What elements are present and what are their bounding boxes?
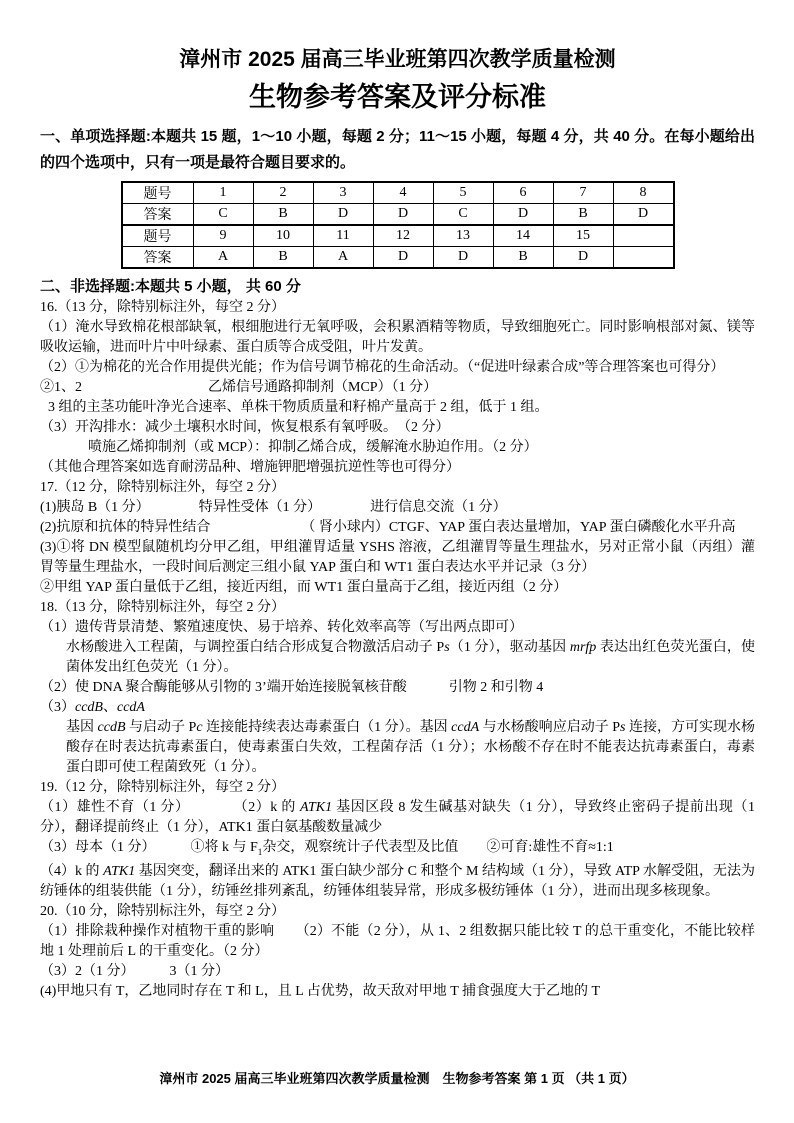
text-segment: 20.（10 分，除特别标注外，每空 2 分） [40, 903, 285, 919]
answer-cell: D [493, 204, 553, 226]
text-segment: ATK1 [103, 863, 136, 879]
q16-answer-2 [40, 358, 755, 378]
text-segment: 基因突变，翻译出来的 ATK1 蛋白缺少部分 C 和整个 M 结构域（1 分），导致 ATP 水解受阻，无法为纺锤体的组装供能（1 分），纺锤丝排列紊乱，纺锤体组装异常，形成多极纺锤体（1 分），进而出现多核现象。 [40, 863, 756, 899]
text-segment: 3 组的主茎功能叶净光合速率、单株干物质质量和籽棉产量高于 2 组，低于 1 组。 [48, 400, 549, 415]
answer-cell: D [373, 204, 433, 226]
text-segment: (1)胰岛 B（1 分） 特异性受体（1 分） 进行信息交流（1 分） [40, 500, 507, 515]
text-segment: 基因 [66, 720, 98, 735]
section2-heading: 二、非选择题:本题共 5 小题， 共 60 分 [40, 278, 301, 295]
text-segment: 喷施乙烯抑制剂（或 MCP）：抑制乙烯合成，缓解淹水胁迫作用。（2 分） [88, 440, 538, 455]
row-header-cell: 题号 [122, 225, 194, 247]
text-segment: 连接，方可实现水杨酸存在时表达抗毒素蛋白，使毒素蛋白失效，工程菌存活（1 分）；水杨酸不存在时不能表达抗毒素蛋白，毒素蛋白即可使工程菌致死（1 分）。 [66, 720, 756, 775]
text-segment: （2）使 DNA 聚合酶能够从引物的 3’端开始连接脱氧核苷酸 引物 2 和引物 4 [40, 680, 544, 695]
answer-cell: B [493, 247, 553, 269]
text-segment: ②甲组 YAP 蛋白量低于乙组，接近丙组，而 WT1 蛋白量高于乙组，接近丙组（2 分） [40, 580, 568, 595]
q16-answer-1 [40, 318, 755, 358]
text-segment: （3）开沟排水：减少土壤积水时间，恢复根系有氧呼吸。 （2 分） [40, 420, 450, 435]
answer-cell: A [193, 247, 253, 269]
q20-answer-3 [40, 982, 755, 1002]
answer-cell: 2 [253, 182, 313, 204]
answer-cell: 8 [613, 182, 674, 204]
answer-cell: 12 [373, 225, 433, 247]
text-segment: （其他合理答案如选育耐涝品种、增施钾肥增强抗逆性等也可得分） [40, 460, 460, 475]
text-segment: ccdA [451, 720, 480, 735]
exam-title: 漳州市 2025 届高三毕业班第四次教学质量检测 [179, 48, 616, 71]
text-segment: (2)抗原和抗体的特异性结合 （ 肾小球内）CTGF、YAP 蛋白表达量增加，YAP 蛋白磷酸化水平升高 [40, 520, 736, 535]
text-segment: ②1、2 乙烯信号通路抑制剂（MCP）（1 分） [40, 380, 438, 395]
answer-table-row [122, 182, 674, 204]
answer-cell: D [613, 204, 674, 226]
q20-answer-2 [40, 962, 755, 982]
q20-answer-1 [40, 922, 755, 962]
text-segment: ccdB [75, 700, 103, 715]
answer-cell: 15 [553, 225, 613, 247]
text-segment: ccdA [116, 700, 145, 715]
text-segment: ccdB [97, 720, 126, 735]
answer-cell: B [253, 204, 313, 226]
q18-answer-5 [40, 718, 755, 778]
answer-cell: B [553, 204, 613, 226]
section1-heading: 一、单项选择题:本题共 15 题，1～10 小题，每题 2 分；11～15 小题，每题 4 分，共 40 分。在每小题给出的四个选项中，只有一项是最符合题目要求的。 [40, 128, 755, 171]
answer-cell: 4 [373, 182, 433, 204]
q16-answer-7 [40, 458, 755, 478]
text-segment: 19.（12 分，除特别标注外，每空 2 分） [40, 780, 285, 795]
text-segment: 杂交，观察统计子代表型及比值 ②可育:雄性不育≈1:1 [262, 840, 614, 855]
answer-table-row [122, 225, 674, 247]
q18-answer-4 [40, 698, 755, 718]
answer-cell: 9 [193, 225, 253, 247]
answer-cell: C [433, 204, 493, 226]
text-segment: （3） [40, 700, 75, 715]
text-segment: （3）2（1 分） 3（1 分） [40, 963, 229, 979]
text-segment: （1）淹水导致棉花根部缺氧，根细胞进行无氧呼吸，会积累酒精等物质，导致细胞死亡。同时影响根部对氮、镁等吸收运输，进而叶片中叶绿素、蛋白质等合成受阻，叶片发黄。 [40, 320, 755, 355]
answer-cell: C [193, 204, 253, 226]
text-segment: 与启动子 P [125, 720, 197, 735]
text-segment: c [196, 720, 203, 735]
q16-answer-4 [40, 398, 755, 418]
answer-cell: 11 [313, 225, 373, 247]
text-segment: （1 分），驱动基因 [449, 640, 570, 655]
text-segment: 表达出红色荧光蛋白，使菌体发出红色荧光（1 分）。 [66, 640, 756, 675]
answer-cell: D [373, 247, 433, 269]
q17-heading [40, 478, 755, 498]
answer-table-row [122, 204, 674, 226]
answer-cell: D [313, 204, 373, 226]
answer-cell [613, 247, 674, 269]
text-segment: 、 [102, 700, 117, 715]
text-segment: 1 [257, 846, 263, 857]
q18-answer-3 [40, 678, 755, 698]
q19-answer-2 [40, 838, 755, 862]
answer-cell: 1 [193, 182, 253, 204]
text-segment: 16.（13 分，除特别标注外，每空 2 分） [40, 300, 285, 315]
text-segment: （1）雄性不育（1 分） （2）k 的 [40, 800, 300, 815]
text-segment: （3）母本（1 分） ①将 k 与 F [40, 840, 258, 855]
text-segment: （1）排除栽种操作对植物干重的影响 （2）不能（2 分），从 1、2 组数据只能比较 T 的总干重变化，不能比较样地 1 处理前后 L 的干重变化。（2 分） [40, 923, 755, 959]
text-segment: 基因区段 8 发生碱基对缺失（1 分），导致终止密码子提前出现（1 分），翻译提前终止（1 分），ATK1 蛋白氨基酸数量减少 [40, 800, 756, 835]
text-segment: 连接能持续表达毒素蛋白（1 分）。基因 [202, 720, 452, 735]
answer-table [121, 181, 675, 269]
text-segment: 18.（13 分，除特别标注外，每空 2 分） [40, 600, 285, 615]
q16-answer-5 [40, 418, 755, 438]
q18-heading [40, 598, 755, 618]
text-segment: s [444, 640, 450, 655]
page-title: 生物参考答案及评分标准 [249, 82, 546, 112]
text-segment: （1）遗传背景清楚、繁殖速度快、易于培养、转化效率高等（写出两点即可） [40, 620, 523, 635]
text-segment: 与水杨酸响应启动子 P [479, 720, 621, 735]
answer-cell: 14 [493, 225, 553, 247]
text-segment: （4）k 的 [40, 863, 104, 879]
text-segment: (3)①将 DN 模型鼠随机均分甲乙组，甲组灌胃适量 YSHS 溶液，乙组灌胃等量生理盐水，另对正常小鼠（丙组）灌胃等量生理盐水，一段时间后测定三组小鼠 YAP 蛋白和 WT1 蛋白表达水平并记录（3 分） [40, 540, 755, 575]
q18-answer-1 [40, 618, 755, 638]
answer-cell: 13 [433, 225, 493, 247]
text-segment: s [620, 720, 626, 735]
answer-cell: D [433, 247, 493, 269]
answer-table-row [122, 247, 674, 269]
row-header-cell: 答案 [122, 247, 194, 269]
text-segment: 水杨酸进入工程菌，与调控蛋白结合形成复合物激活启动子 P [66, 640, 445, 655]
text-segment: 17.（12 分，除特别标注外，每空 2 分） [40, 480, 285, 495]
answer-cell: A [313, 247, 373, 269]
answer-cell: 6 [493, 182, 553, 204]
answer-cell: D [553, 247, 613, 269]
text-segment: （2）①为棉花的光合作用提供光能；作为信号调节棉花的生命活动。（“促进叶绿素合成”等合理答案也可得分） [40, 360, 725, 375]
text-segment: ATK1 [299, 800, 333, 815]
q19-heading [40, 778, 755, 798]
answer-cell: 10 [253, 225, 313, 247]
q19-answer-3 [40, 862, 755, 902]
q17-answer-1 [40, 498, 755, 518]
q17-answer-2 [40, 518, 755, 538]
q18-answer-2 [40, 638, 755, 678]
row-header-cell: 答案 [122, 204, 194, 226]
page-footer: 漳州市 2025 届高三毕业班第四次教学质量检测 生物参考答案 第 1 页 （共 1 页） [159, 1071, 635, 1086]
q16-heading [40, 298, 755, 318]
q17-answer-4 [40, 578, 755, 598]
q17-answer-3 [40, 538, 755, 578]
q16-answer-6 [40, 438, 755, 458]
row-header-cell: 题号 [122, 182, 194, 204]
answer-cell: B [253, 247, 313, 269]
answer-cell: 7 [553, 182, 613, 204]
answer-cell: 5 [433, 182, 493, 204]
q19-answer-1 [40, 798, 755, 838]
q20-heading [40, 902, 755, 922]
answer-cell [613, 225, 674, 247]
q16-answer-3 [40, 378, 755, 398]
answer-cell: 3 [313, 182, 373, 204]
text-segment: (4)甲地只有 T，乙地同时存在 T 和 L，且 L 占优势，故天敌对甲地 T 捕食强度大于乙地的 T [40, 983, 601, 999]
text-segment: mrfp [569, 640, 597, 655]
